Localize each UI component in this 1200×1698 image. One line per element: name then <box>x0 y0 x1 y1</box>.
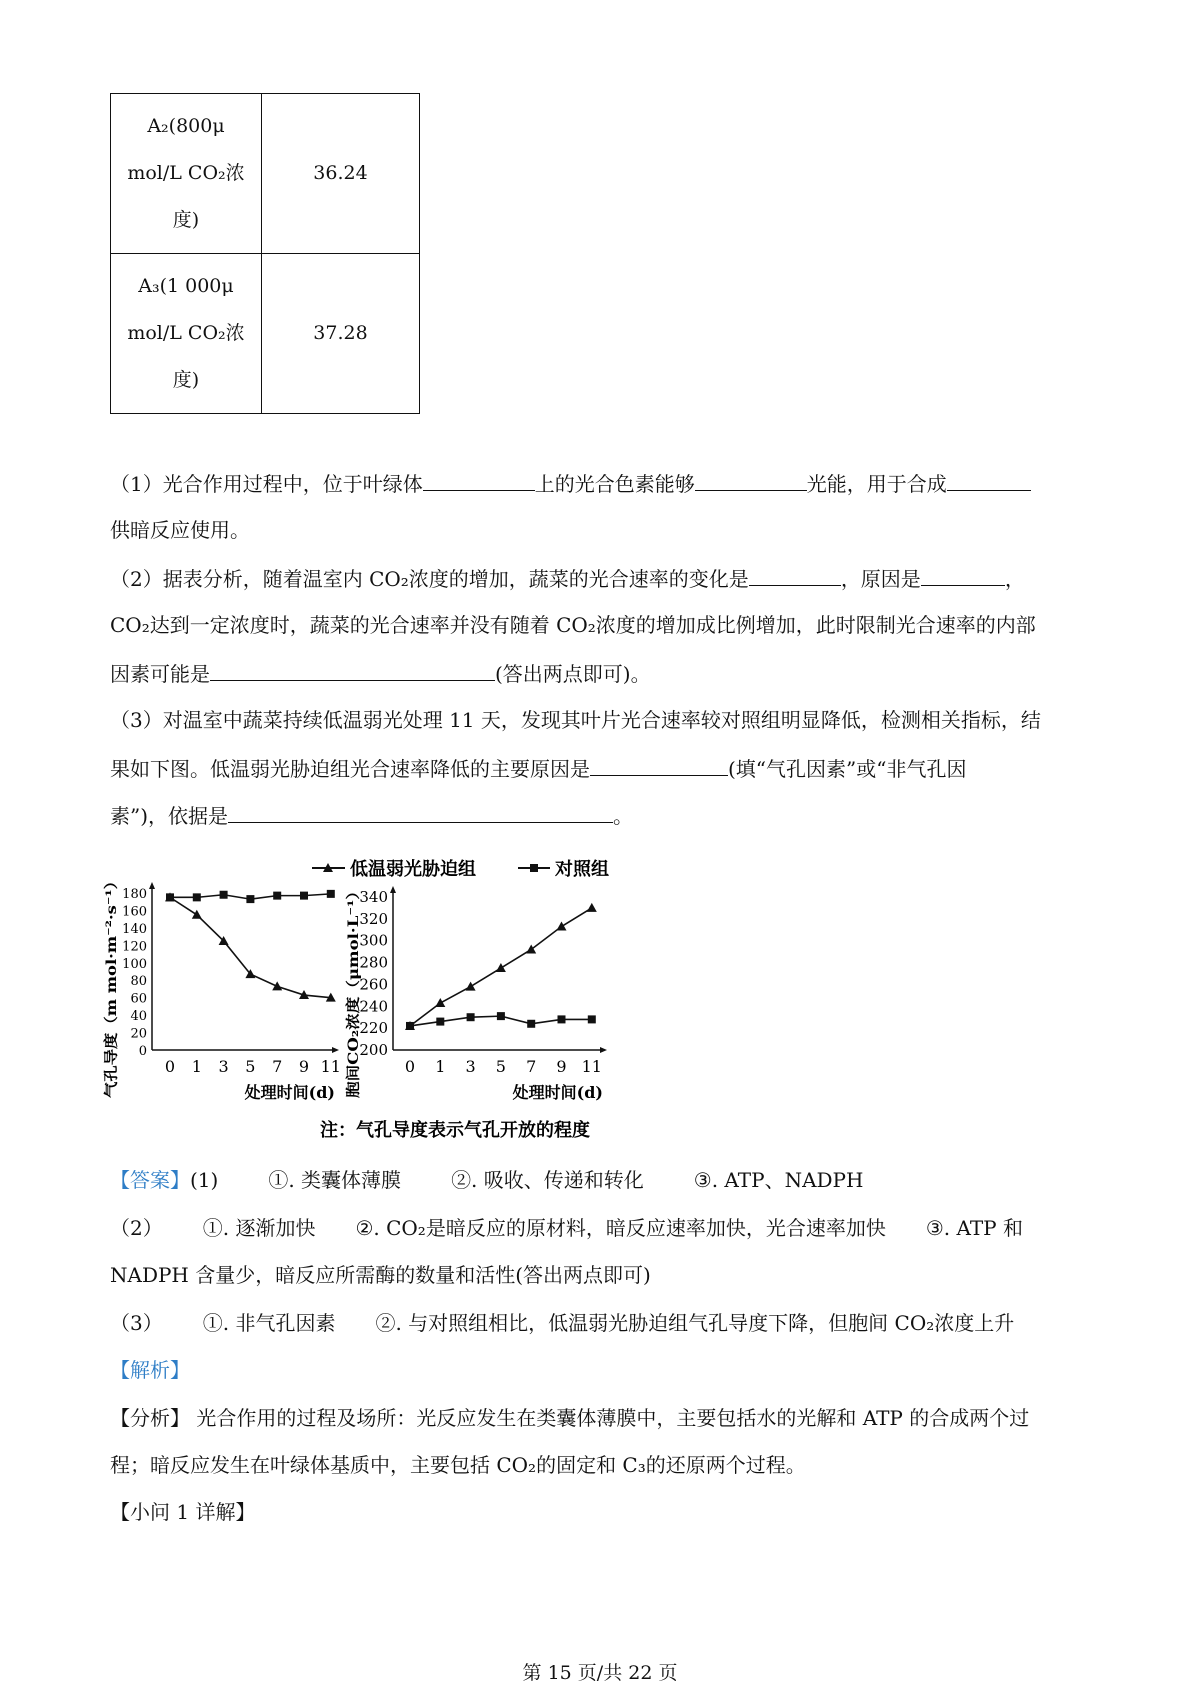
triangle-data-point <box>435 998 445 1007</box>
x-tick-label: 3 <box>465 1057 476 1076</box>
x-axis-arrow <box>600 1047 607 1053</box>
text: 果如下图。低温弱光胁迫组光合速率降低的主要原因是 <box>110 757 590 781</box>
cell-line: mol/L CO₂浓 <box>127 162 245 184</box>
legend-label: 低温弱光胁迫组 <box>350 859 476 880</box>
x-tick-label: 9 <box>298 1057 310 1076</box>
triangle-data-point <box>466 982 476 991</box>
analysis-line: 【分析】 光合作用的过程及场所：光反应发生在类囊体薄膜中，主要包括水的光解和 ATP 的合成两个过 <box>110 1406 1030 1430</box>
y-tick-label: 300 <box>359 931 388 950</box>
y-tick-label: 260 <box>359 975 388 994</box>
question-line <box>110 755 1090 782</box>
cell-line: A₂(800μ <box>147 115 225 137</box>
y-tick-label: 20 <box>130 1026 147 1042</box>
answer-tag: 【答案】 <box>110 1168 190 1192</box>
text: （1）光合作用过程中，位于叶绿体 <box>110 472 423 496</box>
answer-blank <box>921 565 1005 586</box>
answer-line: NADPH 含量少，暗反应所需酶的数量和活性(答出两点即可) <box>110 1263 651 1287</box>
y-tick-label: 0 <box>138 1044 147 1059</box>
cell-line: 度) <box>172 369 200 391</box>
y-axis-label: 气孔导度（m mol·m⁻²·s⁻¹） <box>104 905 120 1098</box>
square-data-point <box>273 892 281 900</box>
question-line: （3）对温室中蔬菜持续低温弱光处理 11 天，发现其叶片光合速率较对照组明显降低，检测相关指标，结 <box>110 708 1041 732</box>
triangle-data-point <box>557 922 567 931</box>
text: ①. 非气孔因素 <box>202 1311 336 1335</box>
x-axis-label: 处理时间(d) <box>512 1083 603 1102</box>
y-tick-label: 200 <box>359 1041 388 1059</box>
y-tick-label: 220 <box>359 1019 388 1038</box>
text: ②. 与对照组相比，低温弱光胁迫组气孔导度下降，但胞间 CO₂浓度上升 <box>375 1311 1015 1335</box>
x-tick-label: 5 <box>245 1057 256 1076</box>
question-line <box>110 470 1090 497</box>
charts-figure <box>0 840 900 1140</box>
value-cell: 37.28 <box>262 254 420 414</box>
square-data-point <box>246 895 254 903</box>
text: (填“气孔因素”或“非气孔因 <box>728 757 967 781</box>
x-tick-label: 11 <box>320 1057 341 1076</box>
square-data-point <box>436 1018 444 1026</box>
analysis-tag: 【解析】 <box>110 1358 190 1382</box>
question-line: CO₂达到一定浓度时，蔬菜的光合速率并没有随着 CO₂浓度的增加成比例增加，此时限制光合速率的内部 <box>110 613 1036 637</box>
answer-blank <box>947 470 1031 491</box>
square-data-point <box>193 893 201 901</box>
text: (1) <box>190 1168 219 1192</box>
answer-line <box>110 1310 1090 1336</box>
analysis-line: 程；暗反应发生在叶绿体基质中，主要包括 CO₂的固定和 C₃的还原两个过程。 <box>110 1453 806 1477</box>
x-tick-label: 11 <box>581 1057 602 1076</box>
text: （3） <box>110 1311 163 1335</box>
y-tick-label: 40 <box>130 1009 147 1025</box>
triangle-data-point <box>192 910 202 919</box>
stomatal-conductance-chart <box>103 873 341 1102</box>
square-data-point <box>327 890 335 898</box>
answer-blank <box>695 470 807 491</box>
text: 上的光合色素能够 <box>534 472 695 496</box>
text: ，原因是 <box>840 567 921 591</box>
cell-line: A₃(1 000μ <box>138 275 234 297</box>
series-line <box>170 897 331 997</box>
x-axis-label: 处理时间(d) <box>244 1083 335 1102</box>
legend-square-marker <box>530 864 538 872</box>
y-tick-label: 180 <box>122 887 147 902</box>
y-tick-label: 280 <box>359 953 388 972</box>
y-tick-label: 80 <box>130 974 147 990</box>
question-line <box>110 565 1090 592</box>
cell-line: mol/L CO₂浓 <box>127 322 245 344</box>
group-cell <box>111 94 262 254</box>
x-tick-label: 3 <box>218 1057 229 1076</box>
square-data-point <box>588 1015 596 1023</box>
text: （2）据表分析，随着温室内 CO₂浓度的增加，蔬菜的光合速率的变化是 <box>110 567 749 591</box>
text: 光能，用于合成 <box>806 472 947 496</box>
y-tick-label: 60 <box>130 991 147 1007</box>
answer-blank <box>210 660 495 681</box>
triangle-data-point <box>272 981 282 990</box>
text: ， <box>1004 567 1025 591</box>
square-data-point <box>300 892 308 900</box>
intercellular-co2-chart <box>345 883 607 1102</box>
y-axis-arrow <box>149 882 155 889</box>
y-axis-arrow <box>390 886 396 893</box>
square-data-point <box>406 1022 414 1030</box>
y-tick-label: 160 <box>122 904 147 920</box>
text: ③. ATP 和 <box>925 1216 1023 1240</box>
square-data-point <box>220 891 228 899</box>
y-tick-label: 340 <box>359 888 388 906</box>
square-data-point <box>527 1020 535 1028</box>
y-tick-label: 140 <box>122 921 147 937</box>
value-cell: 36.24 <box>262 94 420 254</box>
table-row <box>111 254 420 414</box>
text: 。 <box>613 804 634 828</box>
x-tick-label: 7 <box>526 1057 537 1076</box>
text: 素”)，依据是 <box>110 804 229 828</box>
text: (答出两点即可)。 <box>495 662 651 686</box>
legend <box>312 858 609 880</box>
chart-note: 注：气孔导度表示气孔开放的程度 <box>320 1120 590 1140</box>
y-axis-label: 胞间CO₂浓度（μmol·L⁻¹） <box>346 916 362 1098</box>
text: 因素可能是 <box>110 662 210 686</box>
square-data-point <box>558 1015 566 1023</box>
triangle-data-point <box>496 963 506 972</box>
x-tick-label: 1 <box>435 1057 446 1076</box>
text: ①. 类囊体薄膜 <box>268 1168 402 1192</box>
text: ②. CO₂是暗反应的原材料，暗反应速率加快，光合速率加快 <box>355 1216 886 1240</box>
question-line: 供暗反应使用。 <box>110 518 250 542</box>
group-cell <box>111 254 262 414</box>
x-tick-label: 0 <box>164 1057 176 1076</box>
x-tick-label: 0 <box>404 1057 416 1076</box>
x-tick-label: 9 <box>556 1057 567 1076</box>
data-table <box>110 93 420 414</box>
answer-line <box>110 1215 1090 1241</box>
answer-blank <box>228 802 613 823</box>
y-tick-label: 240 <box>359 997 388 1016</box>
text: ③. ATP、NADPH <box>693 1168 864 1192</box>
page-number: 第 15 页/共 22 页 <box>522 1662 678 1684</box>
text: （2） <box>110 1216 163 1240</box>
x-tick-label: 1 <box>191 1057 202 1076</box>
x-tick-label: 7 <box>272 1057 283 1076</box>
x-axis-arrow <box>332 1047 339 1053</box>
answer-blank <box>423 470 535 491</box>
answer-blank <box>590 755 728 776</box>
question-line <box>110 802 1090 829</box>
y-tick-label: 100 <box>122 956 147 972</box>
cell-line: 度) <box>172 209 200 231</box>
analysis-line: 【小问 1 详解】 <box>110 1500 256 1524</box>
answer-blank <box>749 565 841 586</box>
square-data-point <box>497 1012 505 1020</box>
legend-label: 对照组 <box>555 859 609 880</box>
triangle-data-point <box>587 903 597 912</box>
y-tick-label: 120 <box>122 939 147 955</box>
y-tick-label: 320 <box>359 909 388 928</box>
x-tick-label: 5 <box>495 1057 506 1076</box>
question-line <box>110 660 1090 687</box>
table-row <box>111 94 420 254</box>
square-data-point <box>166 893 174 901</box>
text: ①. 逐渐加快 <box>202 1216 316 1240</box>
text: ②. 吸收、传递和转化 <box>451 1168 644 1192</box>
square-data-point <box>467 1013 475 1021</box>
answer-line <box>110 1167 1090 1193</box>
